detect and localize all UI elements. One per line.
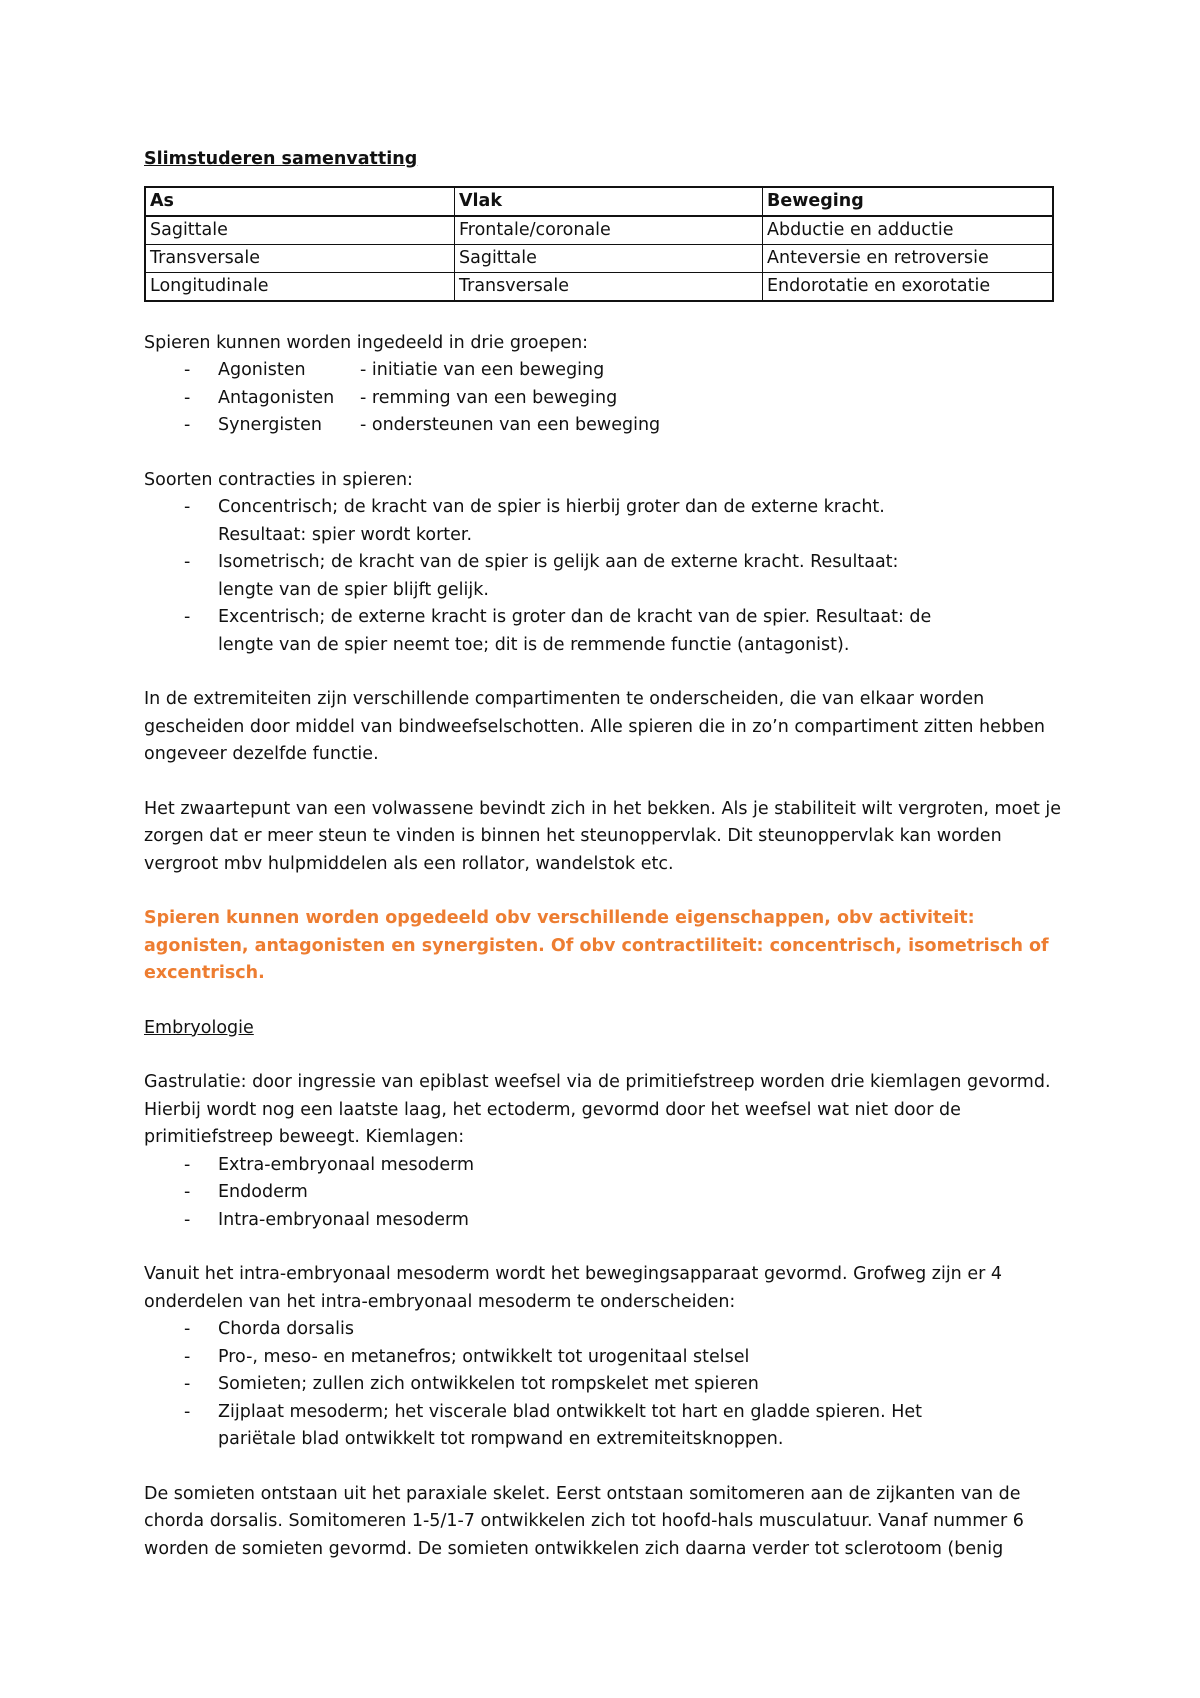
group-description: - remming van een beweging bbox=[360, 387, 618, 408]
mesoderm-section bbox=[144, 1261, 1064, 1454]
list-item: - Chorda dorsalis bbox=[144, 1316, 944, 1344]
table-cell: Sagittale bbox=[455, 244, 763, 272]
list-item: - Concentrisch; de kracht van de spier is hierbij groter dan de externe kracht. Resultaat: spier wordt korter. bbox=[144, 494, 944, 549]
table-cell: Transversale bbox=[455, 272, 763, 301]
mesoderm-intro: Vanuit het intra-embryonaal mesoderm wordt het bewegingsapparaat gevormd. Grofweg zijn er 4 onderdelen van het intra-embryonaal mesoderm te onderscheiden: bbox=[144, 1264, 1002, 1312]
contractions-section bbox=[144, 467, 1064, 660]
table-header-cell: Beweging bbox=[763, 187, 1054, 216]
list-item: - Zijplaat mesoderm; het viscerale blad ontwikkelt tot hart en gladde spieren. Het pariëtale blad ontwikkelt tot rompwand en extremiteitsknoppen. bbox=[144, 1399, 944, 1454]
table-cell: Longitudinale bbox=[145, 272, 455, 301]
gastrulation-paragraph: Gastrulatie: door ingressie van epiblast weefsel via de primitiefstreep worden drie kiemlagen gevormd. Hierbij wordt nog een laatste laag, het ectoderm, gevormd door het weefsel wat niet door de primitiefstreep beweegt. Kiemlagen: bbox=[144, 1072, 1051, 1147]
table-row bbox=[145, 272, 1053, 301]
contractions-intro: Soorten contracties in spieren: bbox=[144, 469, 413, 490]
gravity-paragraph: Het zwaartepunt van een volwassene bevindt zich in het bekken. Als je stabiliteit wilt vergroten, moet je zorgen dat er meer steun te vinden is binnen het steunoppervlak. Dit steunoppervlak kan worden vergroot mbv hulpmiddelen als een rollator, wandelstok etc. bbox=[144, 798, 1062, 874]
muscle-groups-list bbox=[144, 357, 1064, 440]
axes-planes-table bbox=[144, 186, 1054, 302]
mesoderm-parts-list bbox=[144, 1316, 1064, 1454]
list-item bbox=[144, 385, 824, 413]
list-item bbox=[144, 357, 824, 385]
table-cell: Frontale/coronale bbox=[455, 216, 763, 245]
table-cell: Anteversie en retroversie bbox=[763, 244, 1054, 272]
section-heading: Embryologie bbox=[144, 1017, 254, 1038]
list-item bbox=[144, 412, 824, 440]
table-cell: Endorotatie en exorotatie bbox=[763, 272, 1054, 301]
table-cell: Transversale bbox=[145, 244, 455, 272]
table-header-cell: Vlak bbox=[455, 187, 763, 216]
document-title: Slimstuderen samenvatting bbox=[144, 149, 418, 169]
table-header-cell: As bbox=[145, 187, 455, 216]
table-row bbox=[145, 244, 1053, 272]
highlight-paragraph: Spieren kunnen worden opgedeeld obv verschillende eigenschappen, obv activiteit: agonisten, antagonisten en synergisten. Of obv contractiliteit: concentrisch, isometrisch of excentrisch. bbox=[144, 908, 1049, 983]
muscle-groups-section bbox=[144, 330, 1064, 440]
list-item: - Intra-embryonaal mesoderm bbox=[144, 1207, 824, 1235]
somites-paragraph: De somieten ontstaan uit het paraxiale skelet. Eerst ontstaan somitomeren aan de zijkanten van de chorda dorsalis. Somitomeren 1-5/1-7 ontwikkelen zich tot hoofd-hals musculatuur. Vanaf nummer 6 worden de somieten gevormd. De somieten ontwikkelen zich daarna verder tot sclerotoom (benig bbox=[144, 1483, 1024, 1559]
group-term: Agonisten bbox=[218, 360, 306, 380]
list-item: - Extra-embryonaal mesoderm bbox=[144, 1152, 824, 1180]
group-description: - initiatie van een beweging bbox=[360, 360, 605, 380]
table-header-row bbox=[145, 187, 1053, 216]
table-cell: Sagittale bbox=[145, 216, 455, 245]
contractions-list bbox=[144, 494, 1064, 659]
table-row bbox=[145, 216, 1053, 245]
list-item: - Endoderm bbox=[144, 1179, 824, 1207]
muscle-groups-intro: Spieren kunnen worden ingedeeld in drie groepen: bbox=[144, 332, 589, 353]
table-cell: Abductie en adductie bbox=[763, 216, 1054, 245]
compartments-paragraph: In de extremiteiten zijn verschillende compartimenten te onderscheiden, die van elkaar worden gescheiden door middel van bindweefselschotten. Alle spieren die in zo’n compartiment zitten hebben ongeveer dezelfde functie. bbox=[144, 689, 1045, 764]
list-item: - Pro-, meso- en metanefros; ontwikkelt tot urogenitaal stelsel bbox=[144, 1344, 944, 1372]
group-term: Synergisten bbox=[218, 415, 323, 435]
group-description: - ondersteunen van een beweging bbox=[360, 415, 661, 435]
list-item: - Somieten; zullen zich ontwikkelen tot rompskelet met spieren bbox=[144, 1371, 944, 1399]
list-item: - Excentrisch; de externe kracht is groter dan de kracht van de spier. Resultaat: de lengte van de spier neemt toe; dit is de remmende functie (antagonist). bbox=[144, 604, 944, 659]
group-term: Antagonisten bbox=[218, 387, 335, 408]
list-item: - Isometrisch; de kracht van de spier is gelijk aan de externe kracht. Resultaat: lengte van de spier blijft gelijk. bbox=[144, 549, 944, 604]
germ-layers-list bbox=[144, 1152, 1064, 1235]
gastrulation-section bbox=[144, 1069, 1064, 1234]
